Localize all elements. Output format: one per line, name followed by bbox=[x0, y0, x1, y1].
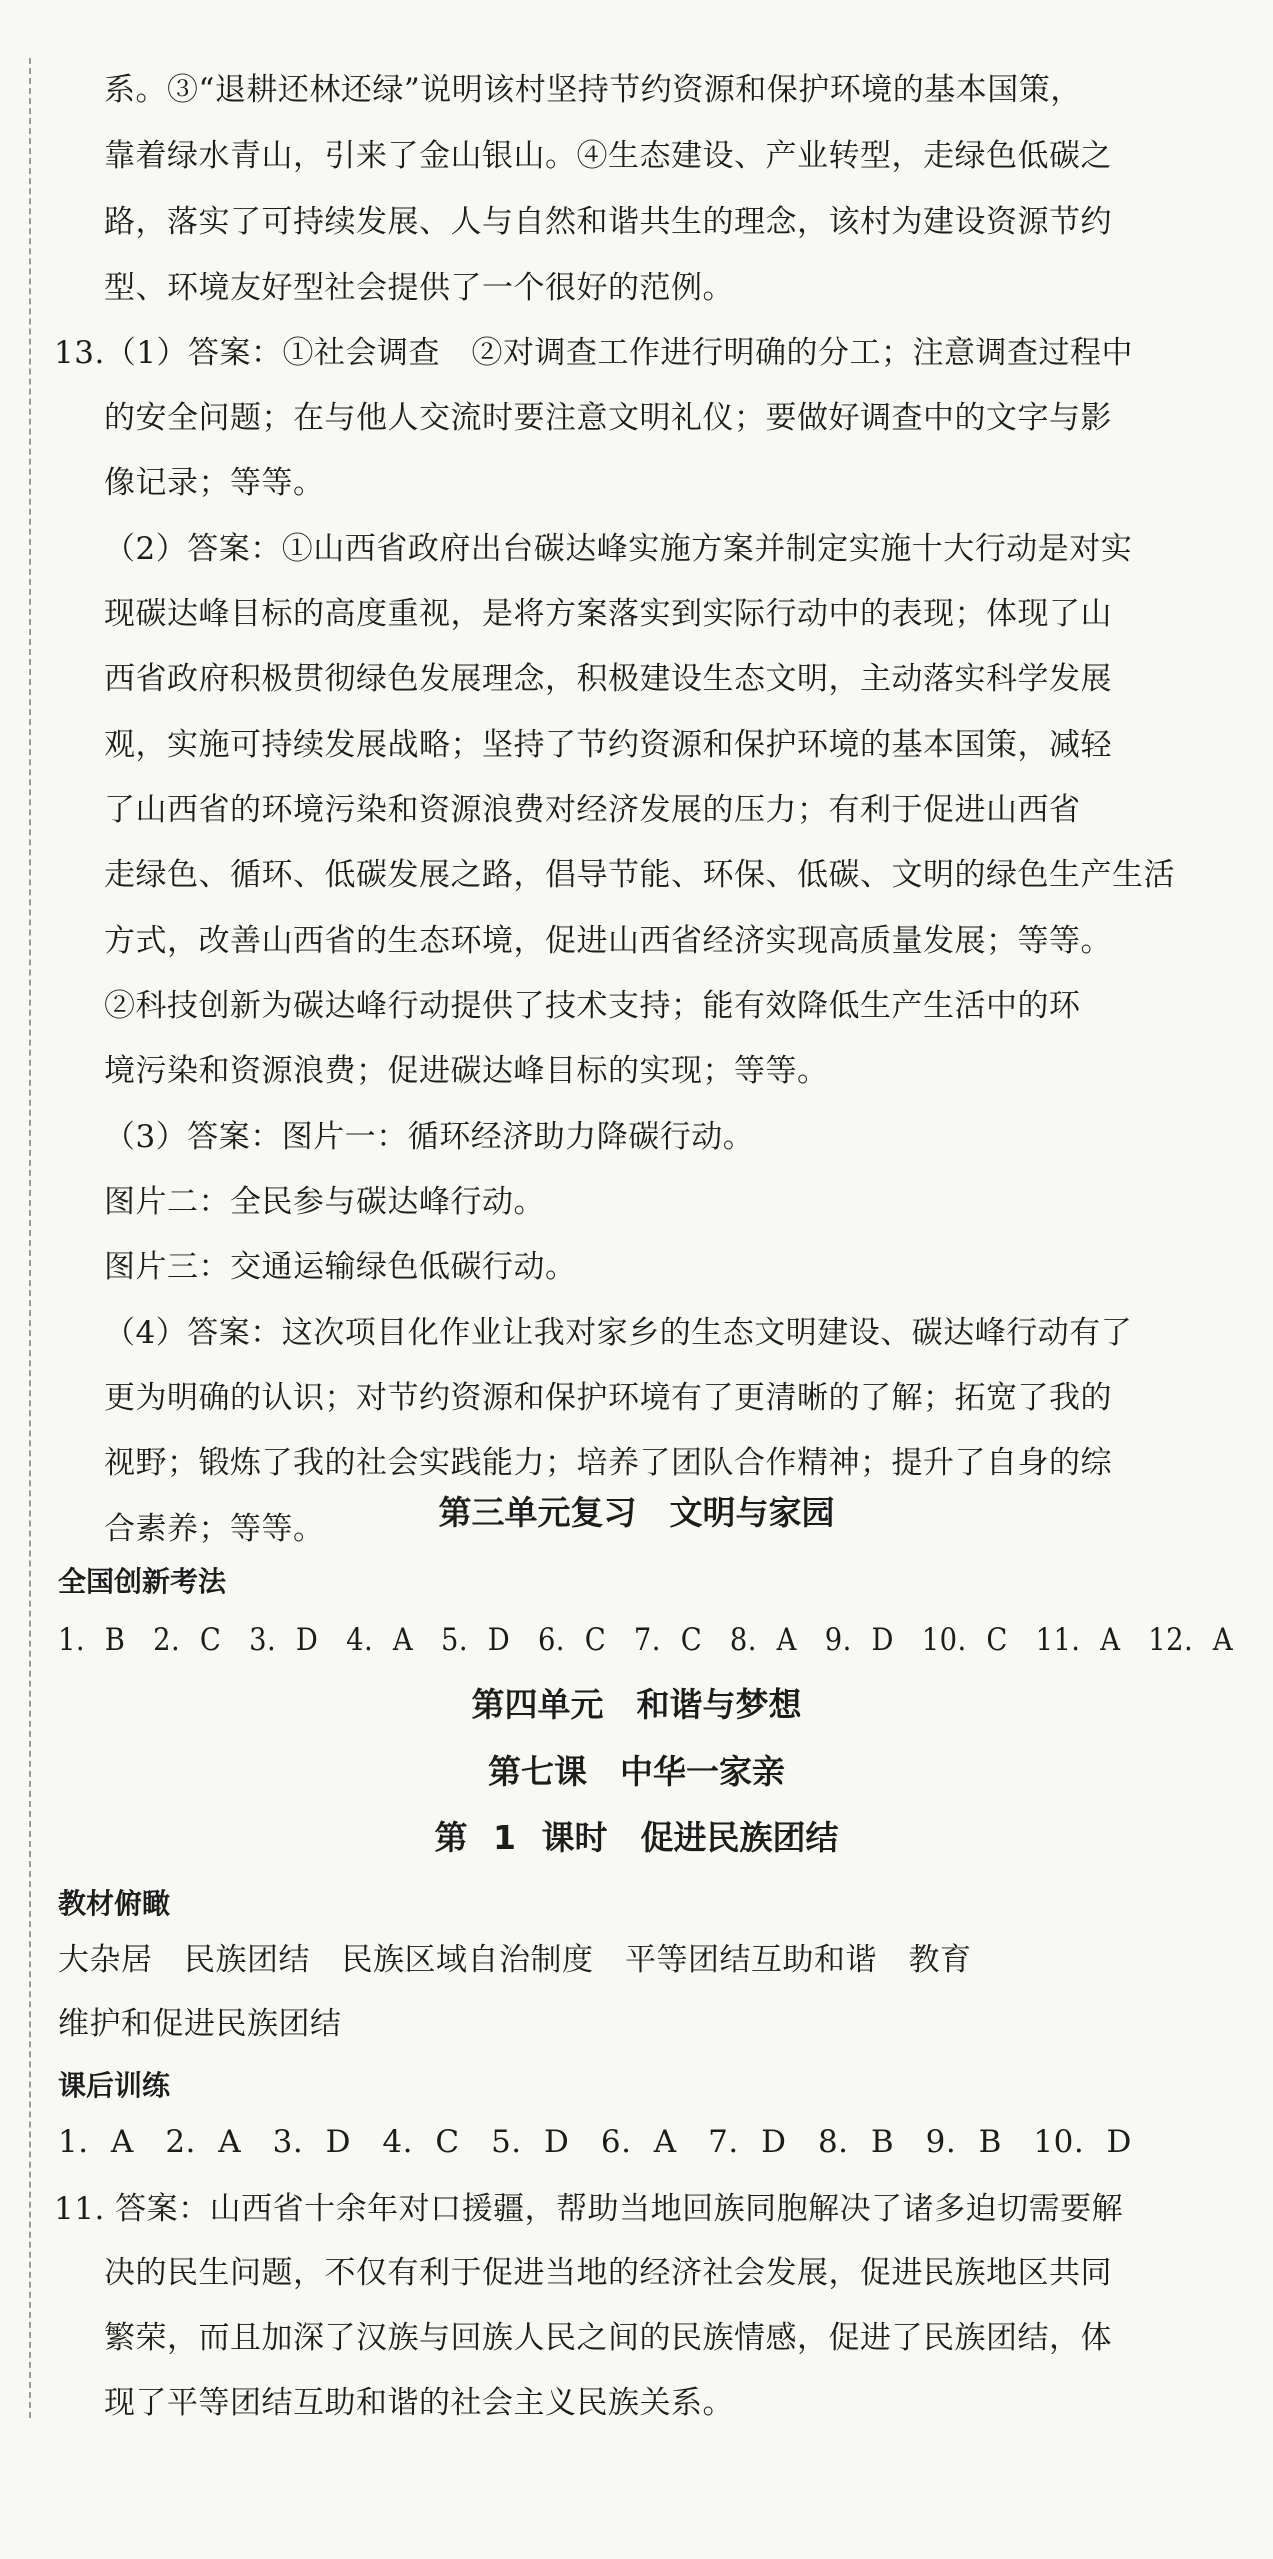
period-title: 第 1 课时 促进民族团结 bbox=[434, 1818, 839, 1857]
binding-margin-line bbox=[29, 58, 31, 2418]
q13-part1-line: 像记录；等等。 bbox=[104, 465, 325, 501]
section-heading: 全国创新考法 bbox=[58, 1565, 227, 1598]
q13-part2-line: （2）答案：①山西省政府出台碳达峰实施方案并制定实施十大行动是对实 bbox=[104, 531, 1133, 567]
q13-part4-line: 视野；锻炼了我的社会实践能力；培养了团队合作精神；提升了自身的综 bbox=[104, 1445, 1112, 1481]
q11-line: 决的民生问题，不仅有利于促进当地的经济社会发展，促进民族地区共同 bbox=[104, 2255, 1112, 2291]
q13-part2-line: 现碳达峰目标的高度重视，是将方案落实到实际行动中的表现；体现了山 bbox=[104, 596, 1112, 632]
q13-part4-line: 更为明确的认识；对节约资源和保护环境有了更清晰的了解；拓宽了我的 bbox=[104, 1380, 1112, 1416]
text-line: 维护和促进民族团结 bbox=[58, 2006, 342, 2042]
q13-part3-line: 图片二：全民参与碳达峰行动。 bbox=[104, 1184, 545, 1220]
q11-line: 现了平等团结互助和谐的社会主义民族关系。 bbox=[104, 2385, 734, 2421]
text-line: 靠着绿水青山，引来了金山银山。④生态建设、产业转型，走绿色低碳之 bbox=[104, 138, 1112, 174]
q11-line: 繁荣，而且加深了汉族与回族人民之间的民族情感，促进了民族团结，体 bbox=[104, 2320, 1112, 2356]
q13-part2-line: 走绿色、循环、低碳发展之路，倡导节能、环保、低碳、文明的绿色生产生活 bbox=[104, 857, 1175, 893]
q13-part2-line: ②科技创新为碳达峰行动提供了技术支持；能有效降低生产生活中的环 bbox=[104, 988, 1081, 1024]
section-heading: 课后训练 bbox=[58, 2069, 171, 2102]
q13-part2-line: 西省政府积极贯彻绿色发展理念，积极建设生态文明，主动落实科学发展 bbox=[104, 661, 1112, 697]
q13-part1-line: 的安全问题；在与他人交流时要注意文明礼仪；要做好调查中的文字与影 bbox=[104, 400, 1112, 436]
answer-key-line: 1. B 2. C 3. D 4. A 5. D 6. C 7. C 8. A 9. D 10. C 11. A 12. A bbox=[58, 1622, 1234, 1658]
section-heading: 教材俯瞰 bbox=[58, 1887, 171, 1920]
answer-key-line: 1. A 2. A 3. D 4. C 5. D 6. A 7. D 8. B 9. B 10. D bbox=[58, 2124, 1132, 2160]
unit3-review-title: 第三单元复习 文明与家园 bbox=[438, 1493, 835, 1532]
text-line: 大杂居 民族团结 民族区域自治制度 平等团结互助和谐 教育 bbox=[58, 1942, 972, 1978]
text-line: 路，落实了可持续发展、人与自然和谐共生的理念，该村为建设资源节约 bbox=[104, 204, 1112, 240]
text-line: 系。③“退耕还林还绿”说明该村坚持节约资源和保护环境的基本国策， bbox=[104, 72, 1082, 108]
lesson-title: 第七课 中华一家亲 bbox=[488, 1752, 785, 1791]
q13-part2-line: 方式，改善山西省的生态环境，促进山西省经济实现高质量发展；等等。 bbox=[104, 923, 1112, 959]
q13-part2-line: 境污染和资源浪费；促进碳达峰目标的实现；等等。 bbox=[104, 1053, 829, 1089]
q13-part3-line: 图片三：交通运输绿色低碳行动。 bbox=[104, 1249, 577, 1285]
q13-part2-line: 了山西省的环境污染和资源浪费对经济发展的压力；有利于促进山西省 bbox=[104, 792, 1081, 828]
q13-part4-line: （4）答案：这次项目化作业让我对家乡的生态文明建设、碳达峰行动有了 bbox=[104, 1315, 1133, 1351]
q13-part2-line: 观，实施可持续发展战略；坚持了节约资源和保护环境的基本国策，减轻 bbox=[104, 727, 1112, 763]
q13-part3-line: （3）答案：图片一：循环经济助力降碳行动。 bbox=[104, 1119, 755, 1155]
q13-part4-line: 合素养；等等。 bbox=[104, 1511, 325, 1547]
text-line: 型、环境友好型社会提供了一个很好的范例。 bbox=[104, 270, 734, 306]
q11-line: 11. 答案：山西省十余年对口援疆，帮助当地回族同胞解决了诸多迫切需要解 bbox=[54, 2191, 1124, 2227]
q13-part1-line: 13.（1）答案：①社会调查 ②对调查工作进行明确的分工；注意调查过程中 bbox=[54, 335, 1134, 371]
unit4-title: 第四单元 和谐与梦想 bbox=[471, 1685, 802, 1724]
